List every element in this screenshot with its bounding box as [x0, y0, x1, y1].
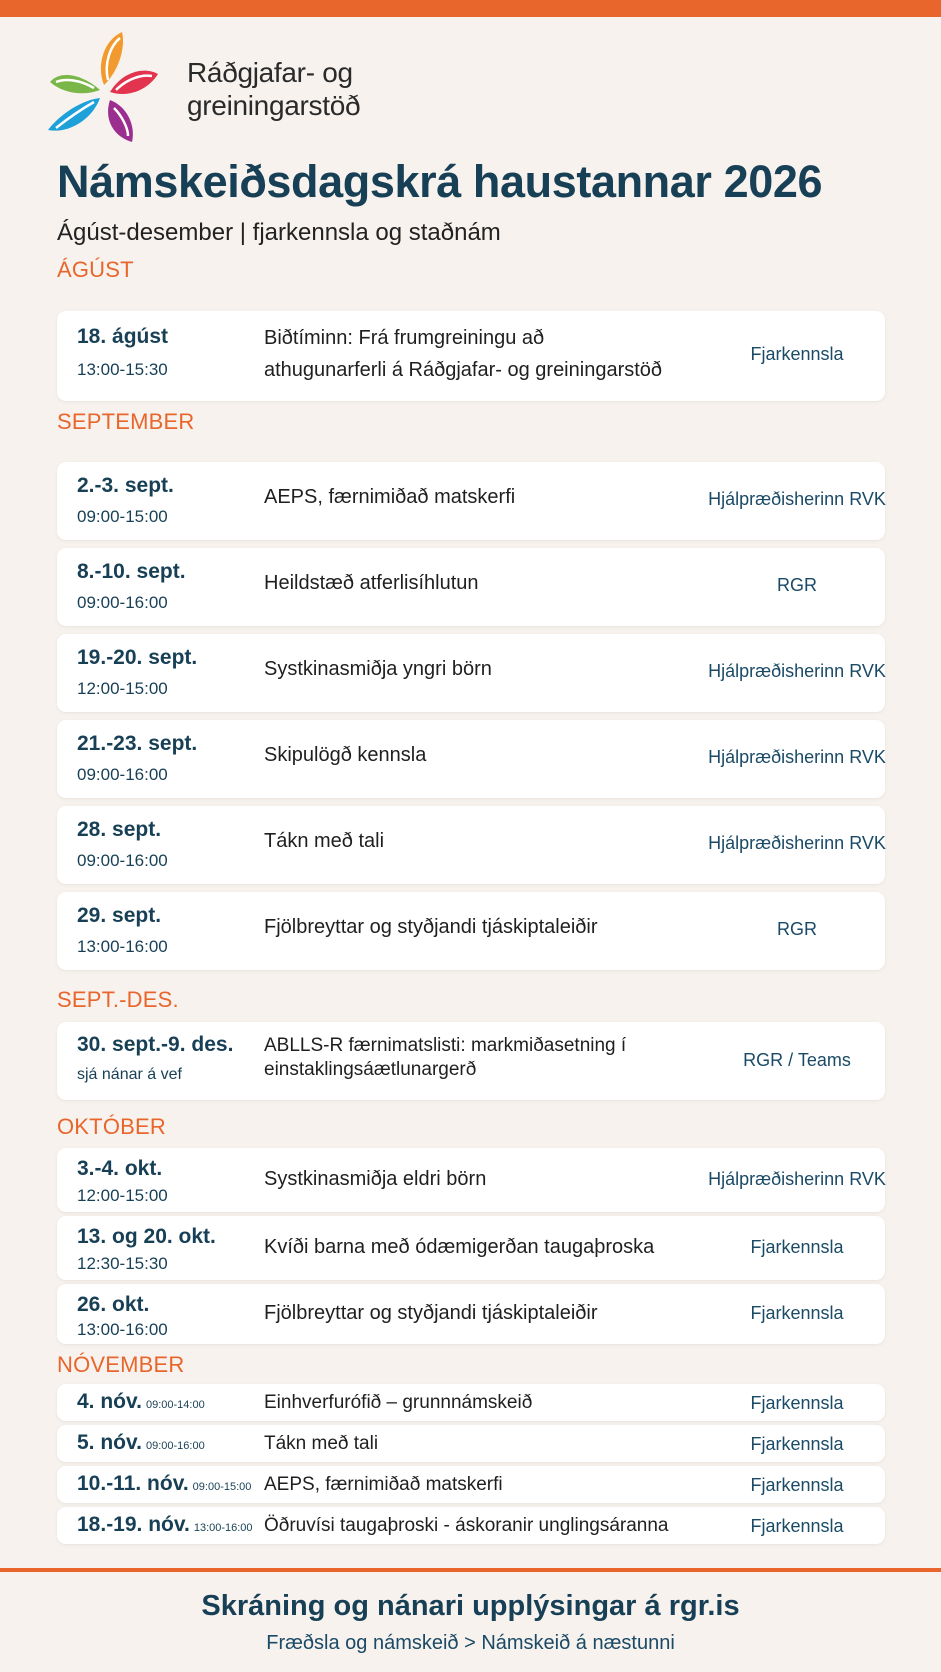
course-card[interactable] — [57, 892, 885, 970]
course-card[interactable] — [57, 548, 885, 626]
course-location: RGR — [777, 575, 817, 595]
course-card[interactable] — [57, 720, 885, 798]
course-location: Hjálpræðisherinn RVK — [708, 747, 886, 767]
organization-name — [187, 56, 360, 122]
course-location: Hjálpræðisherinn RVK — [708, 489, 886, 509]
course-title: Fjölbreyttar og styðjandi tjáskiptaleiðir — [264, 916, 598, 938]
course-time: 09:00-15:00 — [192, 1481, 252, 1493]
course-time: 12:00-15:00 — [77, 1186, 168, 1205]
course-time: 09:00-16:00 — [77, 593, 168, 612]
course-date-text: 5. nóv. — [77, 1431, 142, 1454]
course-date-text: 4. nóv. — [77, 1390, 142, 1413]
course-title-line1: ABLLS-R færnimatslisti: markmiðasetning í — [264, 1035, 627, 1056]
course-time: 13:00-16:00 — [77, 937, 168, 956]
course-title-line2: einstaklingsáætlunargerð — [264, 1059, 477, 1080]
course-date: 18. ágúst — [77, 325, 169, 348]
course-time: 13:00-16:00 — [193, 1522, 253, 1534]
course-title-line1: Biðtíminn: Frá frumgreiningu að — [264, 327, 545, 349]
month-heading-september: SEPTEMBER — [57, 409, 195, 434]
month-heading-oktober: OKTÓBER — [57, 1114, 166, 1139]
top-accent-bar — [0, 0, 941, 17]
course-date: 19.-20. sept. — [77, 646, 198, 669]
course-date — [77, 1513, 253, 1537]
course-time: 09:00-16:00 — [77, 851, 168, 870]
course-card[interactable] — [57, 1466, 885, 1503]
course-location: RGR — [777, 919, 817, 939]
course-title: Einhverfurófið – grunnnámskeið — [264, 1392, 533, 1413]
course-date — [77, 1431, 205, 1455]
page-subtitle: Ágúst-desember | fjarkennsla og staðnám — [57, 219, 501, 246]
page-title: Námskeiðsdagskrá haustannar 2026 — [57, 156, 823, 207]
course-location: Hjálpræðisherinn RVK — [708, 1169, 886, 1189]
course-title: Skipulögð kennsla — [264, 744, 427, 766]
course-card[interactable] — [57, 1384, 885, 1421]
course-time: 09:00-14:00 — [145, 1399, 205, 1411]
course-date: 8.-10. sept. — [77, 560, 186, 583]
month-heading-sept-des: SEPT.-DES. — [57, 987, 179, 1012]
course-date — [77, 1390, 205, 1414]
course-date: 29. sept. — [77, 904, 162, 927]
course-time: 12:00-15:00 — [77, 679, 168, 698]
course-time: 09:00-16:00 — [145, 1440, 205, 1452]
org-name-line2: greiningarstöð — [187, 90, 361, 121]
course-location: Fjarkennsla — [750, 1434, 844, 1454]
course-title: Systkinasmiðja eldri börn — [264, 1168, 487, 1190]
course-title: AEPS, færnimiðað matskerfi — [264, 1474, 503, 1495]
course-date-text: 18.-19. nóv. — [77, 1513, 190, 1536]
course-date: 26. okt. — [77, 1293, 150, 1316]
course-date-text: 10.-11. nóv. — [77, 1472, 189, 1495]
course-time: 13:00-15:30 — [77, 360, 168, 379]
course-card[interactable] — [57, 1425, 885, 1462]
course-location: Fjarkennsla — [750, 1516, 844, 1536]
course-title: Öðruvísi taugaþroski - áskoranir unglingsáranna — [264, 1515, 669, 1536]
course-note: sjá nánar á vef — [77, 1066, 182, 1083]
course-time: 09:00-15:00 — [77, 507, 168, 526]
course-time: 09:00-16:00 — [77, 765, 168, 784]
course-title: Tákn með tali — [264, 830, 385, 852]
course-location: Fjarkennsla — [750, 1237, 844, 1257]
course-time: 12:30-15:30 — [77, 1254, 168, 1273]
course-title: AEPS, færnimiðað matskerfi — [264, 486, 516, 508]
course-date: 2.-3. sept. — [77, 474, 174, 497]
course-card[interactable] — [57, 311, 885, 401]
course-time: 13:00-16:00 — [77, 1320, 168, 1339]
course-title: Heildstæð atferlisíhlutun — [264, 572, 479, 594]
footer-divider — [0, 1568, 941, 1572]
flower-petals-logo — [46, 30, 166, 145]
course-card[interactable] — [57, 1507, 885, 1544]
course-title: Tákn með tali — [264, 1433, 379, 1454]
course-card[interactable] — [57, 1022, 885, 1100]
course-location: Hjálpræðisherinn RVK — [708, 661, 886, 681]
course-card[interactable] — [57, 1284, 885, 1344]
course-card[interactable] — [57, 806, 885, 884]
course-date: 28. sept. — [77, 818, 162, 841]
course-date: 30. sept.-9. des. — [77, 1033, 234, 1056]
course-date: 3.-4. okt. — [77, 1157, 163, 1180]
course-card[interactable] — [57, 462, 885, 540]
course-title: Fjölbreyttar og styðjandi tjáskiptaleiðir — [264, 1302, 598, 1324]
course-date: 21.-23. sept. — [77, 732, 198, 755]
course-location: Fjarkennsla — [750, 1303, 844, 1323]
course-date — [77, 1472, 251, 1496]
course-date: 13. og 20. okt. — [77, 1225, 216, 1248]
course-title: Systkinasmiðja yngri börn — [264, 658, 492, 680]
course-card[interactable] — [57, 1216, 885, 1280]
course-location: Hjálpræðisherinn RVK — [708, 833, 886, 853]
course-location: Fjarkennsla — [750, 1393, 844, 1413]
org-name-line1: Ráðgjafar- og — [187, 57, 353, 88]
registration-info-link[interactable]: Skráning og nánari upplýsingar á rgr.is — [201, 1590, 740, 1622]
month-heading-november: NÓVEMBER — [57, 1352, 185, 1377]
breadcrumb-path: Fræðsla og námskeið > Námskeið á næstunni — [266, 1632, 675, 1654]
course-title-line2: athugunarferli á Ráðgjafar- og greiningarstöð — [264, 359, 663, 381]
course-location: Fjarkennsla — [750, 1475, 844, 1495]
course-location: RGR / Teams — [743, 1050, 851, 1070]
course-title: Kvíði barna með ódæmigerðan taugaþroska — [264, 1236, 655, 1258]
month-heading-agust: ÁGÚST — [57, 257, 134, 282]
course-card[interactable] — [57, 634, 885, 712]
course-location: Fjarkennsla — [750, 344, 844, 364]
course-card[interactable] — [57, 1148, 885, 1212]
